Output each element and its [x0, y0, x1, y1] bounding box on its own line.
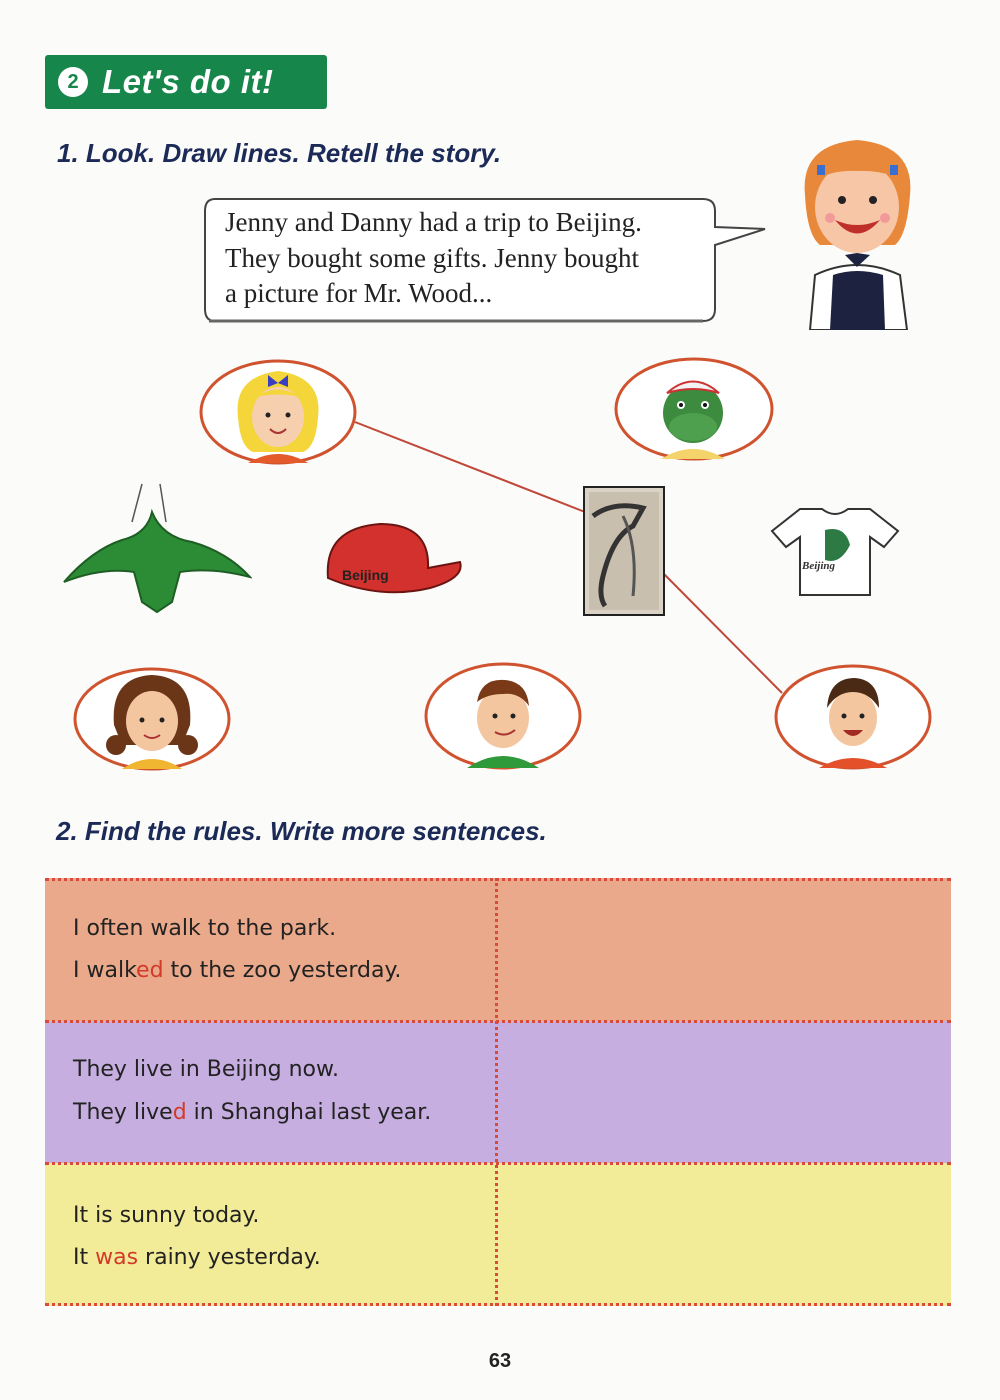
sentence-part: in Shanghai last year. [186, 1100, 432, 1125]
table-divider [45, 878, 951, 881]
bubble-line-2: They bought some gifts. Jenny bought [225, 242, 639, 273]
sentence-part: It [73, 1245, 96, 1270]
sentence-part: They live [73, 1100, 173, 1125]
jenny-portrait[interactable] [198, 357, 358, 467]
cap-text: Beijing [342, 567, 389, 583]
table-row [45, 1163, 951, 1306]
answer-cell[interactable] [496, 1021, 951, 1163]
task2-heading: 2. Find the rules. Write more sentences. [56, 816, 547, 846]
sentence-part: to the zoo yesterday. [163, 958, 402, 983]
answer-cell[interactable] [496, 1163, 951, 1306]
cap-illustration[interactable] [320, 518, 465, 598]
danny-boy-portrait[interactable] [773, 662, 933, 772]
li-ming-girl-portrait[interactable] [72, 665, 232, 773]
present-sentence: They live in Beijing now. [73, 1057, 339, 1082]
t-shirt-text: Beijing [802, 560, 836, 572]
table-divider [45, 1162, 951, 1165]
answer-cell[interactable] [496, 878, 951, 1021]
table-row [45, 1021, 951, 1163]
past-sentence [73, 1100, 431, 1125]
boy-green-shirt-portrait[interactable] [423, 660, 583, 772]
kite-illustration[interactable] [62, 482, 252, 617]
bubble-line-1: Jenny and Danny had a trip to Beijing. [225, 207, 642, 237]
present-sentence: I often walk to the park. [73, 916, 337, 941]
sentence-part: rainy yesterday. [138, 1245, 321, 1270]
example-cell [45, 1163, 495, 1306]
bubble-line-3: a picture for Mr. Wood... [225, 278, 493, 308]
past-sentence [73, 958, 401, 983]
example-cell [45, 878, 495, 1021]
sentence-part: I walk [73, 958, 137, 983]
past-ending-highlight: was [95, 1245, 139, 1270]
past-ending-highlight: ed [136, 958, 164, 983]
section-title: Let's do it! [102, 63, 274, 100]
t-shirt-illustration[interactable] [770, 505, 900, 597]
table-column-divider [495, 878, 498, 1306]
table-divider [45, 1020, 951, 1023]
table-row [45, 878, 951, 1021]
table-divider [45, 1303, 951, 1306]
past-sentence [73, 1245, 321, 1270]
past-ending-highlight: d [172, 1100, 187, 1125]
section-number-badge: 2 [58, 67, 88, 97]
example-cell [45, 1021, 495, 1163]
page-number: 63 [488, 1350, 512, 1372]
rules-table [45, 878, 951, 1306]
chinese-painting-illustration[interactable] [583, 486, 665, 616]
danny-dinosaur-portrait[interactable] [613, 355, 775, 463]
task1-heading: 1. Look. Draw lines. Retell the story. [57, 138, 502, 168]
present-sentence: It is sunny today. [73, 1203, 260, 1228]
